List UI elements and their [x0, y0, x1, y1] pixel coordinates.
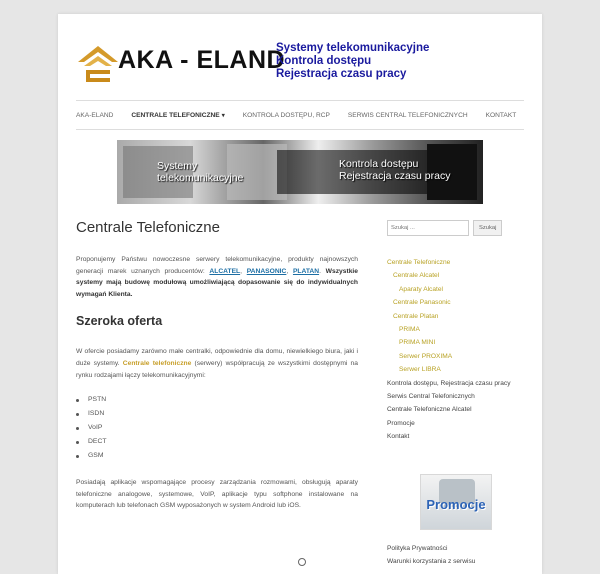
- promo-banner[interactable]: [420, 474, 492, 530]
- banner-line: Rejestracja czasu pracy: [339, 170, 451, 182]
- link-privacy-policy[interactable]: Polityka Prywatności: [387, 545, 448, 552]
- nav-item-aka-eland[interactable]: AKA-ELAND: [76, 111, 114, 119]
- intro-text: Proponujemy Państwu nowoczesne serwery telekomunikacyjne, produkty najnowszych generacji marek uznanych producentów:: [76, 256, 358, 275]
- tagline: Kontrola dostępu: [276, 55, 372, 67]
- link-alcatel[interactable]: ALCATEL: [209, 267, 241, 275]
- nav-item-serwis[interactable]: SERWIS CENTRAL TELEFONICZNYCH: [347, 111, 468, 119]
- banner-line: Systemy: [157, 160, 198, 172]
- tagline: Systemy telekomunikacyjne: [276, 42, 430, 54]
- scroll-indicator-icon[interactable]: [298, 558, 306, 566]
- list-item: DECT: [76, 435, 358, 449]
- sidebar-item[interactable]: Aparaty Alcatel: [399, 285, 443, 293]
- header-taglines: [276, 42, 516, 81]
- sidebar-item[interactable]: PRIMA MINI: [399, 339, 436, 347]
- sidebar: [387, 220, 527, 566]
- offer-highlight: Centrale telefoniczne: [122, 359, 192, 367]
- sidebar-item[interactable]: Promocje: [387, 419, 415, 427]
- nav-item-label: CENTRALE TELEFONICZNE: [131, 111, 220, 119]
- offer-text-cont: (serwery) współpracują ze wszystkimi dostępnymi na rynku rodzajami łączy telekomunikacyjnymi:: [76, 359, 358, 379]
- sidebar-item[interactable]: Centrale Platan: [393, 312, 439, 320]
- main-nav: [76, 100, 524, 130]
- chevron-down-icon: ▾: [221, 112, 225, 119]
- nav-item-kontakt[interactable]: KONTAKT: [485, 111, 517, 119]
- sidebar-item[interactable]: Centrale Alcatel: [393, 272, 440, 280]
- nav-item-kontrola-dostepu[interactable]: KONTROLA DOSTĘPU, RCP: [242, 111, 330, 119]
- banner-line: telekomunikacyjne: [157, 172, 244, 184]
- sidebar-item[interactable]: Serwer LIBRA: [399, 366, 441, 374]
- header-banner: [117, 140, 483, 204]
- closing-paragraph: Posiadają aplikacje wspomagające procesy zarządzania rozmowami, obsługują aparaty telefoniczne analogowe, systemowe, VoIP, aplikacje typu softphone instalowane na komputerach lub telefonach GSM wyposażonych w system Android lub iOS.: [76, 479, 358, 510]
- section-title: Szeroka oferta: [76, 314, 163, 329]
- page: [58, 14, 542, 574]
- list-item: VoIP: [76, 421, 358, 435]
- tagline: Rejestracja czasu pracy: [276, 68, 407, 80]
- link-terms[interactable]: Warunki korzystania z serwisu: [387, 558, 476, 566]
- site-logo[interactable]: [76, 40, 286, 90]
- banner-text-left: [157, 160, 243, 184]
- intro-bold-text: Wszystkie systemy mają budowę modułową umożliwiającą dopasowanie się do indywidualnych wymagań Klienta.: [76, 267, 359, 298]
- search-input[interactable]: [387, 220, 469, 236]
- list-item: PSTN: [76, 393, 358, 407]
- sidebar-menu: [387, 256, 527, 444]
- search-button[interactable]: Szukaj: [473, 220, 502, 236]
- list-item: ISDN: [76, 407, 358, 421]
- intro-paragraph: Proponujemy Państwu nowoczesne serwery telekomunikacyjne, produkty najnowszych generacji marek uznanych producentów: ALCATEL, PANASONIC, PLATAN. Wszystkie systemy mają budowę modułową umożliwiającą dopasowanie się do indywidualnych wymagań Klienta.: [76, 256, 359, 298]
- promo-label: Promocje: [426, 497, 486, 512]
- page-title: Centrale Telefoniczne: [76, 219, 220, 236]
- sidebar-item[interactable]: Kontrola dostępu, Rejestracja czasu pracy: [387, 379, 511, 387]
- sidebar-item[interactable]: Serwer PROXIMA: [399, 352, 453, 360]
- banner-text-right: [339, 158, 450, 182]
- sidebar-item[interactable]: Centrale Panasonic: [393, 299, 451, 307]
- logo-icon: [76, 40, 120, 88]
- logo-text: AKA - ELAND: [118, 46, 286, 74]
- sidebar-item[interactable]: PRIMA: [399, 326, 420, 334]
- link-platan[interactable]: PLATAN: [292, 267, 320, 275]
- site-header: [76, 38, 524, 98]
- list-item: GSM: [76, 449, 358, 463]
- search-form: [387, 220, 527, 236]
- main-content: [76, 219, 358, 524]
- sidebar-item[interactable]: Kontakt: [387, 433, 410, 441]
- sidebar-item[interactable]: Serwis Central Telefonicznych: [387, 393, 475, 401]
- sidebar-item[interactable]: Centrale Telefoniczne Alcatel: [387, 406, 472, 414]
- sidebar-footer-links: [387, 542, 475, 569]
- sidebar-item[interactable]: Centrale Telefoniczne: [387, 259, 451, 266]
- offer-paragraph: [76, 346, 358, 381]
- offer-text: W ofercie posiadamy zarówno małe centralki, odpowiednie dla domu, niewielkiego biura, jaki i duże systemy.: [76, 348, 358, 367]
- line-types-list: [76, 393, 358, 463]
- banner-line: Kontrola dostępu: [339, 158, 419, 170]
- link-panasonic[interactable]: PANASONIC: [246, 267, 287, 275]
- nav-item-centrale-telefoniczne[interactable]: [131, 112, 224, 119]
